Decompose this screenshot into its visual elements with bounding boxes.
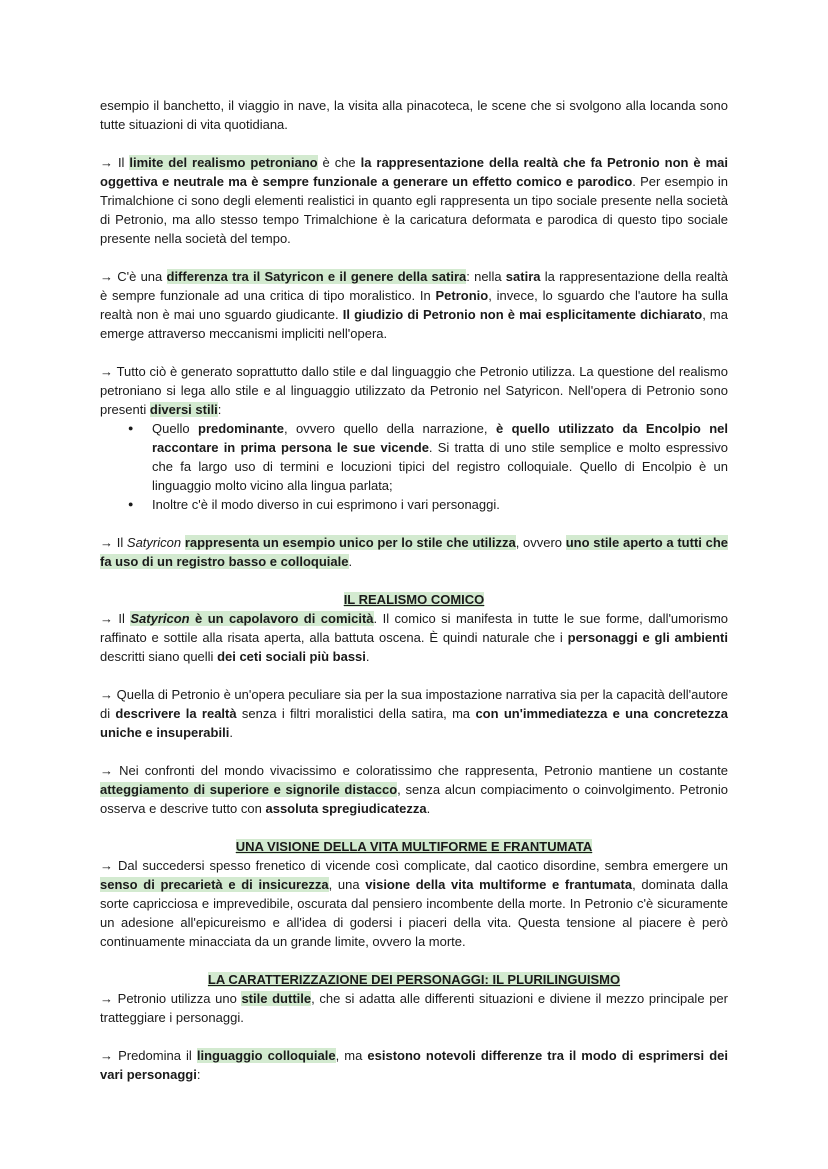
bold-text: visione della vita multiforme e frantumata: [365, 877, 633, 892]
highlight: differenza tra il Satyricon e il genere della satira: [166, 269, 467, 284]
list-item: ● Inoltre c'è il modo diverso in cui esprimono i vari personaggi.: [152, 495, 728, 514]
bold-text: con un'immediatezza e una concretezza uniche e insuperabili: [100, 706, 729, 740]
highlight: diversi stili: [149, 402, 218, 417]
highlight: stile duttile: [241, 991, 312, 1006]
paragraph-satyricon-stile: → Il Satyricon rappresenta un esempio unico per lo stile che utilizza, ovvero uno stile aperto a tutti che fa uso di un registro basso e colloquiale.: [100, 535, 728, 569]
paragraph-stile-duttile: → Petronio utilizza uno stile duttile, che si adatta alle differenti situazioni e diviene il mezzo principale per tratteggiare i personaggi.: [100, 991, 728, 1025]
arrow-icon: →: [100, 1048, 113, 1063]
paragraph-visione: → Dal succedersi spesso frenetico di vicende così complicate, dal caotico disordine, sembra emergere un senso di precarietà e di insicurezza, una visione della vita multiforme e frantumata, dominata dalla sorte capricciosa e imprevedibile, oscurata dal pensiero incombente della morte. In Petronio c'è sicuramente un adesione all'epicureismo e all'idea di godersi i piaceri della vita. Questa tensione al piacere è però continuamente minacciata da un grande limite, ovvero la morte.: [100, 858, 729, 949]
bold-text: personaggi e gli ambienti: [567, 630, 728, 645]
highlight: limite del realismo petroniano: [129, 155, 318, 170]
bold-text: satira: [505, 269, 541, 284]
arrow-icon: →: [100, 155, 113, 170]
arrow-icon: →: [100, 858, 113, 873]
arrow-icon: →: [100, 687, 113, 702]
paragraph-comicita: → Il Satyricon è un capolavoro di comicità. Il comico si manifesta in tutte le sue forme, dall'umorismo raffinato e sottile alla risata aperta, alla battuta oscena. È quindi naturale che i personaggi e gli ambienti descritti siano quelli dei ceti sociali più bassi.: [100, 611, 729, 664]
arrow-icon: →: [100, 535, 113, 550]
arrow-icon: →: [100, 763, 113, 778]
highlight: linguaggio colloquiale: [196, 1048, 336, 1063]
highlight: uno stile aperto a tutti che fa uso di un registro basso e colloquiale: [100, 535, 728, 569]
bold-text: dei ceti sociali più bassi: [217, 649, 366, 664]
section-heading: UNA VISIONE DELLA VITA MULTIFORME E FRANTUMATA: [235, 839, 593, 854]
section-heading: LA CARATTERIZZAZIONE DEI PERSONAGGI: IL PLURILINGUISMO: [207, 972, 621, 987]
paragraph-distacco: → Nei confronti del mondo vivacissimo e coloratissimo che rappresenta, Petronio mantiene un costante atteggiamento di superiore e signorile distacco, senza alcun compiacimento o coinvolgimento. Petronio osserva e descrive tutto con assoluta spregiudicatezza.: [100, 763, 728, 816]
bold-text: Petronio: [435, 288, 489, 303]
section-heading: IL REALISMO COMICO: [343, 592, 485, 607]
paragraph-linguaggio: → Predomina il linguaggio colloquiale, ma esistono notevoli differenze tra il modo di esprimersi dei vari personaggi:: [100, 1048, 728, 1082]
list-item: ● Quello predominante, ovvero quello della narrazione, è quello utilizzato da Encolpio nel raccontare in prima persona le sue vicende. Si tratta di uno stile semplice e molto espressivo che fa largo uso di termini e locuzioni tipici del registro colloquiale. Quello di Encolpio è un linguaggio molto vicino alla lingua parlata;: [152, 419, 728, 495]
paragraph-intro: esempio il banchetto, il viaggio in nave, la visita alla pinacoteca, le scene che si svolgono alla locanda sono tutte situazioni di vita quotidiana.: [100, 98, 728, 132]
paragraph-stili: → Tutto ciò è generato soprattutto dallo stile e dal linguaggio che Petronio utilizza. La questione del realismo petroniano si lega allo stile e al linguaggio utilizzato da Petronio nel Satyricon. Nell'opera di Petronio sono presenti diversi stili:: [100, 364, 728, 417]
highlight: Satyricon è un capolavoro di comicità: [130, 611, 374, 626]
bold-text: assoluta spregiudicatezza: [265, 801, 427, 816]
arrow-icon: →: [100, 991, 113, 1006]
arrow-icon: →: [100, 611, 113, 626]
bold-text: esistono notevoli differenze tra il modo di esprimersi dei vari personaggi: [100, 1048, 728, 1082]
bold-text: Il giudizio di Petronio non è mai esplicitamente dichiarato: [342, 307, 703, 322]
bold-text: predominante: [198, 421, 284, 436]
highlight: senso di precarietà e di insicurezza: [100, 877, 329, 892]
paragraph-peculiare: → Quella di Petronio è un'opera peculiare sia per la sua impostazione narrativa sia per la capacità dell'autore di descrivere la realtà senza i filtri moralistici della satira, ma con un'immediatezza e una concretezza uniche e insuperabili.: [100, 687, 729, 740]
bold-text: la rappresentazione della realtà che fa Petronio non è mai oggettiva e neutrale ma è sempre funzionale a generare un effetto comico e parodico: [100, 155, 728, 189]
arrow-icon: →: [100, 269, 113, 284]
highlight: atteggiamento di superiore e signorile distacco: [100, 782, 398, 797]
bold-text: è quello utilizzato da Encolpio nel raccontare in prima persona le sue vicende: [152, 421, 729, 455]
highlight: rappresenta un esempio unico per lo stile che utilizza: [184, 535, 516, 550]
bullet-list: [100, 419, 728, 514]
paragraph-satira: → C'è una differenza tra il Satyricon e il genere della satira: nella satira la rappresentazione della realtà è sempre funzionale ad una critica di tipo moralistico. In Petronio, invece, lo sguardo che l'autore ha sulla realtà non è mai uno sguardo giudicante. Il giudizio di Petronio non è mai esplicitamente dichiarato, ma emerge attraverso meccanismi impliciti nell'opera.: [100, 269, 728, 341]
arrow-icon: →: [100, 364, 113, 379]
italic-text: Satyricon: [126, 535, 182, 550]
paragraph-limite: → Il limite del realismo petroniano è che la rappresentazione della realtà che fa Petronio non è mai oggettiva e neutrale ma è sempre funzionale a generare un effetto comico e parodico. Per esempio in Trimalchione ci sono degli elementi realistici in quanto egli rappresenta un tipo sociale presente nella società di Petronio, ma allo stesso tempo Trimalchione è la caricatura deformata e parodica di questo tipo sociale presente nella società del tempo.: [100, 155, 728, 246]
bold-text: descrivere la realtà: [115, 706, 237, 721]
